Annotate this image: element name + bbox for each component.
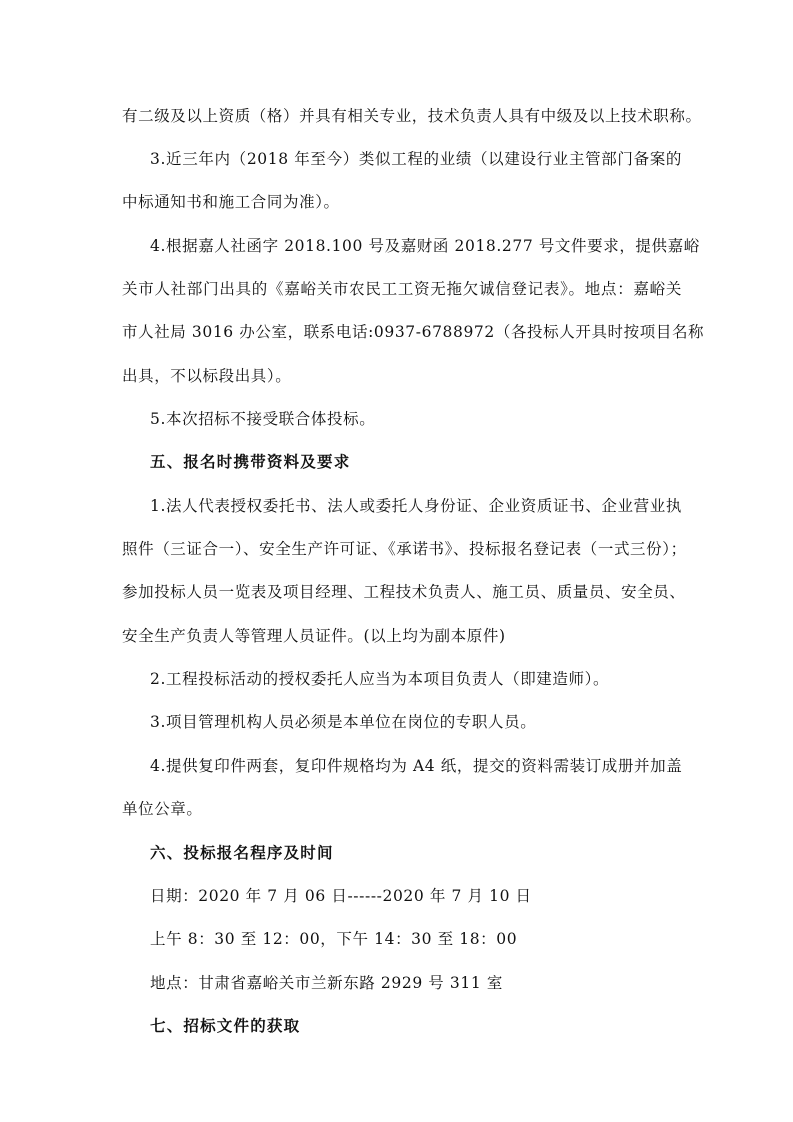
- text-line: 地点：甘肃省嘉峪关市兰新东路 2929 号 311 室: [150, 974, 503, 992]
- text-line: 日期：2020 年 7 月 06 日------2020 年 7 月 10 日: [150, 887, 532, 905]
- text-line: 单位公章。: [122, 800, 203, 818]
- section-heading: 七、招标文件的获取: [150, 1017, 301, 1035]
- text-line: 5.本次招标不接受联合体投标。: [150, 410, 376, 428]
- text-line: 出具，不以标段出具）。: [122, 367, 292, 385]
- text-line: 上午 8：30 至 12：00，下午 14：30 至 18：00: [150, 930, 518, 948]
- text-line: 有二级及以上资质（格）并具有相关专业，技术负责人具有中级及以上技术职称。: [122, 107, 702, 125]
- text-line: 4.提供复印件两套，复印件规格均为 A4 纸，提交的资料需装订成册并加盖: [150, 757, 683, 775]
- section-heading: 五、报名时携带资料及要求: [150, 453, 351, 471]
- text-line: 关市人社部门出具的《嘉峪关市农民工工资无拖欠诚信登记表》。地点：嘉峪关: [122, 280, 682, 298]
- text-line: 安全生产负责人等管理人员证件。(以上均为副本原件): [122, 627, 506, 645]
- text-line: 3.项目管理机构人员必须是本单位在岗位的专职人员。: [150, 713, 537, 731]
- text-line: 3.近三年内（2018 年至今）类似工程的业绩（以建设行业主管部门备案的: [150, 150, 682, 168]
- text-line: 市人社局 3016 办公室，联系电话:0937-6788972（各投标人开具时按项目名称: [122, 323, 705, 341]
- section-heading: 六、投标报名程序及时间: [150, 844, 334, 862]
- text-line: 参加投标人员一览表及项目经理、工程技术负责人、施工员、质量员、安全员、: [122, 583, 686, 601]
- text-line: 1.法人代表授权委托书、法人或委托人身份证、企业资质证书、企业营业执: [150, 497, 682, 515]
- text-line: 2.工程投标活动的授权委托人应当为本项目负责人（即建造师）。: [150, 670, 610, 688]
- text-line: 中标通知书和施工合同为准）。: [122, 193, 340, 211]
- text-line: 4.根据嘉人社函字 2018.100 号及嘉财函 2018.277 号文件要求，提供嘉峪: [150, 237, 700, 255]
- text-line: 照件（三证合一）、安全生产许可证、《承诺书》、投标报名登记表（一式三份）；: [122, 540, 687, 558]
